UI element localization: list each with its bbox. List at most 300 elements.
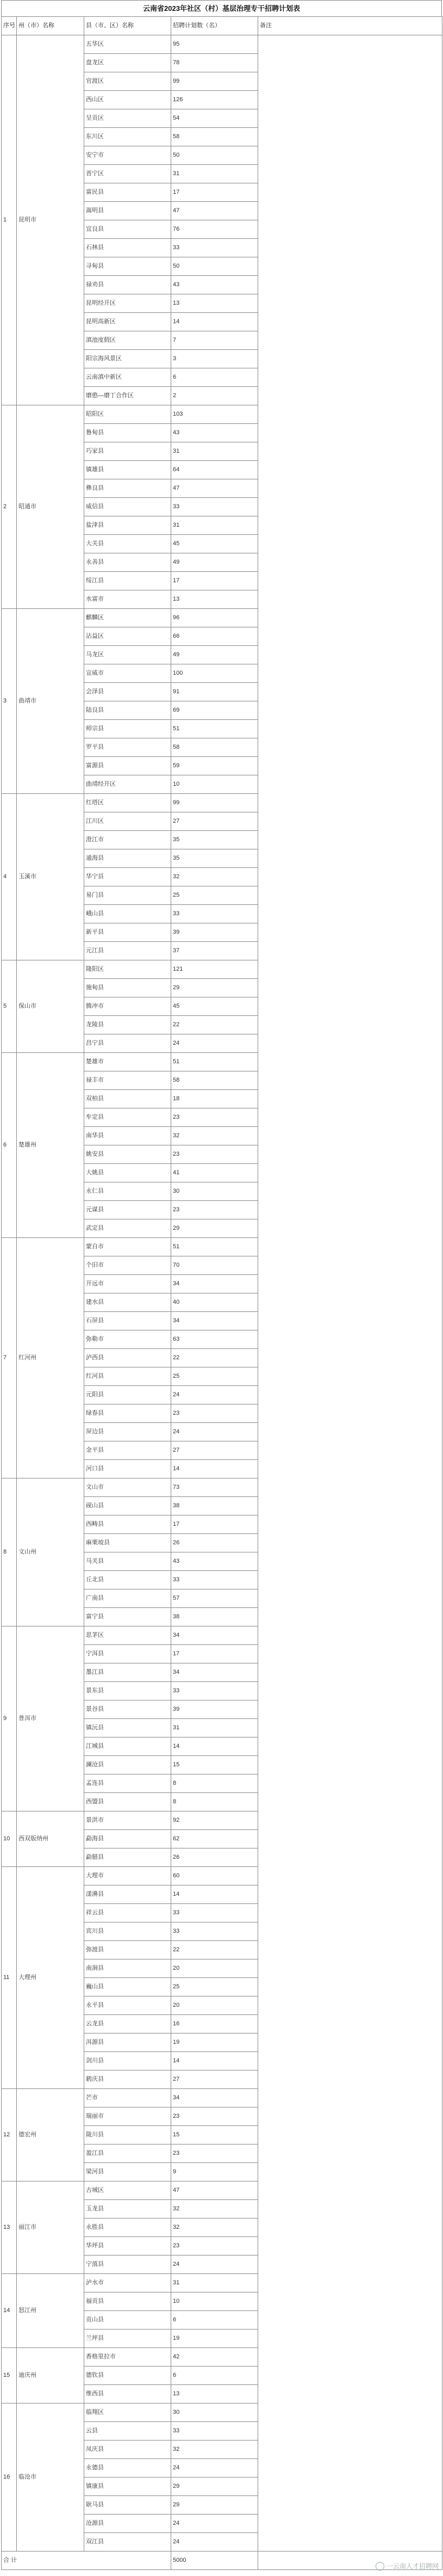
plan-count-cell: 29 xyxy=(171,2496,258,2515)
county-cell: 绿春县 xyxy=(84,1404,171,1423)
plan-count-cell: 31 xyxy=(171,516,258,535)
plan-count-cell: 23 xyxy=(171,1145,258,1164)
city-cell: 昆明市 xyxy=(17,35,84,405)
county-cell: 盐津县 xyxy=(84,516,171,535)
county-cell: 思茅区 xyxy=(84,1626,171,1645)
plan-count-cell: 18 xyxy=(171,1090,258,1108)
city-cell: 怒江州 xyxy=(17,2274,84,2348)
county-cell: 永平县 xyxy=(84,1996,171,2015)
seq-cell: 8 xyxy=(2,1478,17,1626)
plan-count-cell: 45 xyxy=(171,997,258,1016)
plan-count-cell: 51 xyxy=(171,720,258,738)
city-cell: 普洱市 xyxy=(17,1626,84,1811)
county-cell: 罗平县 xyxy=(84,738,171,757)
plan-count-cell: 29 xyxy=(171,979,258,997)
county-cell: 巍山县 xyxy=(84,1978,171,1996)
county-cell: 峨山县 xyxy=(84,905,171,923)
seq-cell: 13 xyxy=(2,2181,17,2274)
county-cell: 弥渡县 xyxy=(84,1941,171,1959)
county-cell: 弥勒市 xyxy=(84,1330,171,1349)
seq-cell: 1 xyxy=(2,35,17,405)
plan-count-cell: 14 xyxy=(171,1885,258,1904)
seq-cell: 5 xyxy=(2,960,17,1053)
county-cell: 牟定县 xyxy=(84,1108,171,1127)
plan-count-cell: 13 xyxy=(171,294,258,313)
plan-count-cell: 23 xyxy=(171,1108,258,1127)
plan-count-cell: 41 xyxy=(171,1164,258,1182)
plan-count-cell: 31 xyxy=(171,1719,258,1737)
county-cell: 昭阳区 xyxy=(84,405,171,424)
city-cell: 红河州 xyxy=(17,1238,84,1478)
plan-count-cell: 92 xyxy=(171,1811,258,1830)
plan-count-cell: 10 xyxy=(171,775,258,794)
county-cell: 永胜县 xyxy=(84,2218,171,2237)
county-cell: 禄劝县 xyxy=(84,276,171,294)
plan-count-cell: 22 xyxy=(171,1941,258,1959)
table-body xyxy=(2,35,442,2552)
county-cell: 景东县 xyxy=(84,1682,171,1700)
county-cell: 昆明经开区 xyxy=(84,294,171,313)
city-cell: 德宏州 xyxy=(17,2089,84,2181)
plan-count-cell: 40 xyxy=(171,1293,258,1312)
plan-count-cell: 69 xyxy=(171,701,258,720)
plan-count-cell: 14 xyxy=(171,2052,258,2070)
plan-count-cell: 33 xyxy=(171,1682,258,1700)
plan-count-cell: 25 xyxy=(171,886,258,905)
plan-count-cell: 27 xyxy=(171,812,258,831)
header-seq: 序号 xyxy=(2,17,17,35)
county-cell: 元阳县 xyxy=(84,1386,171,1404)
county-cell: 勐海县 xyxy=(84,1830,171,1848)
county-cell: 梁河县 xyxy=(84,2163,171,2181)
plan-count-cell: 39 xyxy=(171,1700,258,1719)
header-plan: 招聘计划数（名） xyxy=(171,17,258,35)
seq-cell: 9 xyxy=(2,1626,17,1811)
plan-count-cell: 13 xyxy=(171,590,258,609)
county-cell: 西畴县 xyxy=(84,1515,171,1534)
county-cell: 维西县 xyxy=(84,2385,171,2404)
county-cell: 开远市 xyxy=(84,1275,171,1293)
county-cell: 东川区 xyxy=(84,128,171,146)
plan-count-cell: 16 xyxy=(171,2015,258,2033)
county-cell: 彝良县 xyxy=(84,479,171,498)
plan-count-cell: 43 xyxy=(171,424,258,442)
county-cell: 华宁县 xyxy=(84,868,171,886)
seq-cell: 3 xyxy=(2,609,17,794)
county-cell: 云龙县 xyxy=(84,2015,171,2033)
plan-count-cell: 62 xyxy=(171,1830,258,1848)
plan-count-cell: 33 xyxy=(171,498,258,516)
plan-count-cell: 7 xyxy=(171,331,258,350)
plan-count-cell: 70 xyxy=(171,1256,258,1275)
county-cell: 临翔区 xyxy=(84,2404,171,2422)
county-cell: 西山区 xyxy=(84,91,171,109)
seq-cell: 12 xyxy=(2,2089,17,2181)
plan-count-cell: 6 xyxy=(171,368,258,387)
plan-count-cell: 2 xyxy=(171,387,258,405)
plan-count-cell: 103 xyxy=(171,405,258,424)
county-cell: 丘北县 xyxy=(84,1571,171,1589)
plan-count-cell: 57 xyxy=(171,1589,258,1608)
county-cell: 巧家县 xyxy=(84,442,171,461)
county-cell: 水富市 xyxy=(84,590,171,609)
county-cell: 镇沅县 xyxy=(84,1719,171,1737)
county-cell: 滇池度假区 xyxy=(84,331,171,350)
plan-count-cell: 23 xyxy=(171,1404,258,1423)
county-cell: 大关县 xyxy=(84,535,171,553)
county-cell: 宣威市 xyxy=(84,664,171,683)
county-cell: 曲靖经开区 xyxy=(84,775,171,794)
city-cell: 临沧市 xyxy=(17,2404,84,2552)
county-cell: 景谷县 xyxy=(84,1700,171,1719)
plan-count-cell: 47 xyxy=(171,2181,258,2200)
table-title: 云南省2023年社区（村）基层治理专干招聘计划表 xyxy=(1,0,442,16)
plan-count-cell: 59 xyxy=(171,757,258,775)
county-cell: 德钦县 xyxy=(84,2367,171,2385)
county-cell: 镇康县 xyxy=(84,2478,171,2496)
county-cell: 陆良县 xyxy=(84,701,171,720)
plan-count-cell: 31 xyxy=(171,442,258,461)
county-cell: 易门县 xyxy=(84,886,171,905)
county-cell: 晋宁区 xyxy=(84,165,171,183)
plan-count-cell: 121 xyxy=(171,960,258,979)
plan-count-cell: 32 xyxy=(171,2218,258,2237)
county-cell: 元江县 xyxy=(84,942,171,960)
county-cell: 文山市 xyxy=(84,1478,171,1497)
plan-count-cell: 17 xyxy=(171,183,258,202)
county-cell: 新平县 xyxy=(84,923,171,942)
total-label: 合 计 xyxy=(2,2552,171,2570)
plan-count-cell: 50 xyxy=(171,257,258,276)
plan-count-cell: 100 xyxy=(171,664,258,683)
plan-count-cell: 33 xyxy=(171,2422,258,2441)
county-cell: 勐腊县 xyxy=(84,1848,171,1867)
county-cell: 楚雄市 xyxy=(84,1053,171,1071)
plan-count-cell: 31 xyxy=(171,2274,258,2292)
county-cell: 施甸县 xyxy=(84,979,171,997)
plan-count-cell: 24 xyxy=(171,1034,258,1053)
county-cell: 武定县 xyxy=(84,1219,171,1238)
plan-count-cell: 14 xyxy=(171,1737,258,1756)
county-cell: 绥江县 xyxy=(84,572,171,590)
seq-cell: 11 xyxy=(2,1867,17,2089)
plan-count-cell: 37 xyxy=(171,942,258,960)
county-cell: 沧源县 xyxy=(84,2515,171,2533)
seq-cell: 4 xyxy=(2,794,17,960)
plan-count-cell: 32 xyxy=(171,1127,258,1145)
county-cell: 江川区 xyxy=(84,812,171,831)
county-cell: 石屏县 xyxy=(84,1312,171,1330)
county-cell: 大理市 xyxy=(84,1867,171,1885)
county-cell: 盈江县 xyxy=(84,2144,171,2163)
header-row xyxy=(2,17,442,35)
county-cell: 芒市 xyxy=(84,2089,171,2107)
plan-count-cell: 34 xyxy=(171,1626,258,1645)
plan-count-cell: 30 xyxy=(171,2404,258,2422)
plan-count-cell: 15 xyxy=(171,2126,258,2144)
county-cell: 磨憨—磨丁合作区 xyxy=(84,387,171,405)
county-cell: 古城区 xyxy=(84,2181,171,2200)
county-cell: 昌宁县 xyxy=(84,1034,171,1053)
plan-count-cell: 78 xyxy=(171,54,258,72)
plan-count-cell: 47 xyxy=(171,202,258,220)
county-cell: 泸水市 xyxy=(84,2274,171,2292)
plan-count-cell: 13 xyxy=(171,2385,258,2404)
seq-cell: 15 xyxy=(2,2348,17,2404)
seq-cell: 2 xyxy=(2,405,17,609)
county-cell: 马关县 xyxy=(84,1552,171,1571)
county-cell: 腾冲市 xyxy=(84,997,171,1016)
county-cell: 屏边县 xyxy=(84,1423,171,1441)
city-cell: 楚雄州 xyxy=(17,1053,84,1238)
plan-count-cell: 95 xyxy=(171,35,258,54)
county-cell: 玉龙县 xyxy=(84,2200,171,2218)
city-cell: 丽江市 xyxy=(17,2181,84,2274)
county-cell: 安宁市 xyxy=(84,146,171,165)
plan-count-cell: 73 xyxy=(171,1478,258,1497)
county-cell: 阳宗海风景区 xyxy=(84,350,171,368)
plan-count-cell: 14 xyxy=(171,1460,258,1478)
city-cell: 迪庆州 xyxy=(17,2348,84,2404)
plan-count-cell: 99 xyxy=(171,794,258,812)
county-cell: 河口县 xyxy=(84,1460,171,1478)
city-cell: 曲靖市 xyxy=(17,609,84,794)
county-cell: 通海县 xyxy=(84,849,171,868)
plan-count-cell: 6 xyxy=(171,2367,258,2385)
county-cell: 鲁甸县 xyxy=(84,424,171,442)
plan-count-cell: 33 xyxy=(171,1922,258,1941)
county-cell: 宜良县 xyxy=(84,220,171,239)
plan-count-cell: 45 xyxy=(171,535,258,553)
watermark-text: 一云南人才招聘网 xyxy=(386,2562,439,2570)
county-cell: 景洪市 xyxy=(84,1811,171,1830)
county-cell: 红塔区 xyxy=(84,794,171,812)
watermark xyxy=(376,2561,439,2571)
plan-count-cell: 26 xyxy=(171,1848,258,1867)
plan-count-cell: 22 xyxy=(171,1349,258,1367)
plan-count-cell: 47 xyxy=(171,479,258,498)
county-cell: 剑川县 xyxy=(84,2052,171,2070)
plan-count-cell: 23 xyxy=(171,1201,258,1219)
plan-count-cell: 24 xyxy=(171,2459,258,2478)
plan-count-cell: 58 xyxy=(171,738,258,757)
plan-count-cell: 17 xyxy=(171,572,258,590)
county-cell: 永善县 xyxy=(84,553,171,572)
county-cell: 龙陵县 xyxy=(84,1016,171,1034)
county-cell: 嵩明县 xyxy=(84,202,171,220)
plan-count-cell: 24 xyxy=(171,1386,258,1404)
county-cell: 西盟县 xyxy=(84,1793,171,1811)
seq-cell: 7 xyxy=(2,1238,17,1478)
plan-count-cell: 23 xyxy=(171,2107,258,2126)
plan-count-cell: 8 xyxy=(171,1793,258,1811)
table-row xyxy=(2,35,442,54)
plan-count-cell: 33 xyxy=(171,1904,258,1922)
county-cell: 会泽县 xyxy=(84,683,171,701)
plan-count-cell: 42 xyxy=(171,2348,258,2367)
county-cell: 富民县 xyxy=(84,183,171,202)
plan-count-cell: 34 xyxy=(171,1312,258,1330)
county-cell: 永仁县 xyxy=(84,1182,171,1201)
county-cell: 富宁县 xyxy=(84,1608,171,1626)
county-cell: 双江县 xyxy=(84,2533,171,2552)
county-cell: 福贡县 xyxy=(84,2292,171,2311)
plan-count-cell: 10 xyxy=(171,2292,258,2311)
county-cell: 大姚县 xyxy=(84,1164,171,1182)
plan-count-cell: 29 xyxy=(171,2478,258,2496)
plan-count-cell: 58 xyxy=(171,1071,258,1090)
county-cell: 个旧市 xyxy=(84,1256,171,1275)
county-cell: 香格里拉市 xyxy=(84,2348,171,2367)
county-cell: 盘龙区 xyxy=(84,54,171,72)
plan-count-cell: 32 xyxy=(171,868,258,886)
plan-count-cell: 91 xyxy=(171,683,258,701)
county-cell: 洱源县 xyxy=(84,2033,171,2052)
plan-count-cell: 38 xyxy=(171,1497,258,1515)
plan-count-cell: 8 xyxy=(171,1774,258,1793)
county-cell: 凤庆县 xyxy=(84,2441,171,2459)
plan-count-cell: 27 xyxy=(171,1441,258,1460)
county-cell: 宁蒗县 xyxy=(84,2255,171,2274)
city-cell: 保山市 xyxy=(17,960,84,1053)
plan-count-cell: 20 xyxy=(171,1959,258,1978)
plan-count-cell: 17 xyxy=(171,1515,258,1534)
plan-count-cell: 63 xyxy=(171,1330,258,1349)
county-cell: 昆明高新区 xyxy=(84,313,171,331)
plan-count-cell: 60 xyxy=(171,1867,258,1885)
city-cell: 昭通市 xyxy=(17,405,84,609)
plan-count-cell: 6 xyxy=(171,2311,258,2330)
county-cell: 呈贡区 xyxy=(84,109,171,128)
plan-count-cell: 34 xyxy=(171,1663,258,1682)
seq-cell: 16 xyxy=(2,2404,17,2552)
county-cell: 威信县 xyxy=(84,498,171,516)
county-cell: 宾川县 xyxy=(84,1922,171,1941)
county-cell: 云南滇中新区 xyxy=(84,368,171,387)
county-cell: 江城县 xyxy=(84,1737,171,1756)
plan-count-cell: 17 xyxy=(171,1645,258,1663)
plan-count-cell: 24 xyxy=(171,2515,258,2533)
county-cell: 南涧县 xyxy=(84,1959,171,1978)
county-cell: 鹤庆县 xyxy=(84,2070,171,2089)
county-cell: 华坪县 xyxy=(84,2237,171,2255)
county-cell: 澜沧县 xyxy=(84,1756,171,1774)
county-cell: 广南县 xyxy=(84,1589,171,1608)
county-cell: 孟连县 xyxy=(84,1774,171,1793)
seq-cell: 6 xyxy=(2,1053,17,1238)
plan-count-cell: 9 xyxy=(171,2163,258,2181)
county-cell: 五华区 xyxy=(84,35,171,54)
plan-count-cell: 27 xyxy=(171,2070,258,2089)
county-cell: 寻甸县 xyxy=(84,257,171,276)
plan-count-cell: 32 xyxy=(171,2200,258,2218)
plan-count-cell: 126 xyxy=(171,91,258,109)
plan-count-cell: 22 xyxy=(171,1016,258,1034)
header-county: 县（市、区）名称 xyxy=(84,17,171,35)
plan-count-cell: 23 xyxy=(171,2144,258,2163)
wechat-logo-icon xyxy=(376,2562,384,2571)
plan-count-cell: 54 xyxy=(171,109,258,128)
plan-count-cell: 66 xyxy=(171,627,258,646)
plan-count-cell: 39 xyxy=(171,923,258,942)
plan-count-cell: 15 xyxy=(171,1756,258,1774)
plan-count-cell: 24 xyxy=(171,2255,258,2274)
county-cell: 陇川县 xyxy=(84,2126,171,2144)
city-cell: 文山州 xyxy=(17,1478,84,1626)
plan-count-cell: 35 xyxy=(171,831,258,849)
county-cell: 姚安县 xyxy=(84,1145,171,1164)
plan-count-cell: 34 xyxy=(171,1275,258,1293)
plan-count-cell: 3 xyxy=(171,350,258,368)
county-cell: 南华县 xyxy=(84,1127,171,1145)
county-cell: 耿马县 xyxy=(84,2496,171,2515)
plan-count-cell: 76 xyxy=(171,220,258,239)
plan-count-cell: 99 xyxy=(171,72,258,91)
county-cell: 泸西县 xyxy=(84,1349,171,1367)
total-value: 5000 xyxy=(171,2552,258,2570)
plan-count-cell: 51 xyxy=(171,1053,258,1071)
county-cell: 云县 xyxy=(84,2422,171,2441)
county-cell: 红河县 xyxy=(84,1367,171,1386)
county-cell: 金平县 xyxy=(84,1441,171,1460)
seq-cell: 10 xyxy=(2,1811,17,1867)
note-cell xyxy=(258,35,442,2552)
county-cell: 建水县 xyxy=(84,1293,171,1312)
city-cell: 大理州 xyxy=(17,1867,84,2089)
county-cell: 师宗县 xyxy=(84,720,171,738)
county-cell: 麒麟区 xyxy=(84,609,171,627)
county-cell: 宁洱县 xyxy=(84,1645,171,1663)
city-cell: 西双版纳州 xyxy=(17,1811,84,1867)
plan-count-cell: 34 xyxy=(171,2089,258,2107)
county-cell: 祥云县 xyxy=(84,1904,171,1922)
plan-count-cell: 33 xyxy=(171,1571,258,1589)
city-cell: 玉溪市 xyxy=(17,794,84,960)
county-cell: 隆阳区 xyxy=(84,960,171,979)
plan-count-cell: 14 xyxy=(171,313,258,331)
plan-count-cell: 25 xyxy=(171,1367,258,1386)
county-cell: 沾益区 xyxy=(84,627,171,646)
plan-count-cell: 35 xyxy=(171,849,258,868)
plan-count-cell: 51 xyxy=(171,1238,258,1256)
seq-cell: 14 xyxy=(2,2274,17,2348)
header-note: 备注 xyxy=(258,17,442,35)
county-cell: 兰坪县 xyxy=(84,2330,171,2348)
plan-count-cell: 24 xyxy=(171,2533,258,2552)
plan-count-cell: 33 xyxy=(171,239,258,257)
county-cell: 元谋县 xyxy=(84,1201,171,1219)
county-cell: 石林县 xyxy=(84,239,171,257)
plan-count-cell: 43 xyxy=(171,1552,258,1571)
plan-count-cell: 31 xyxy=(171,165,258,183)
plan-count-cell: 20 xyxy=(171,1996,258,2015)
plan-count-cell: 49 xyxy=(171,646,258,664)
plan-count-cell: 49 xyxy=(171,553,258,572)
county-cell: 蒙自市 xyxy=(84,1238,171,1256)
county-cell: 麻栗坡县 xyxy=(84,1534,171,1552)
plan-count-cell: 33 xyxy=(171,905,258,923)
county-cell: 马龙区 xyxy=(84,646,171,664)
header-city: 州（市）名称 xyxy=(17,17,84,35)
county-cell: 富源县 xyxy=(84,757,171,775)
plan-count-cell: 26 xyxy=(171,1534,258,1552)
plan-count-cell: 32 xyxy=(171,2441,258,2459)
county-cell: 砚山县 xyxy=(84,1497,171,1515)
county-cell: 漾濞县 xyxy=(84,1885,171,1904)
plan-count-cell: 58 xyxy=(171,128,258,146)
plan-count-cell: 50 xyxy=(171,146,258,165)
county-cell: 澄江市 xyxy=(84,831,171,849)
